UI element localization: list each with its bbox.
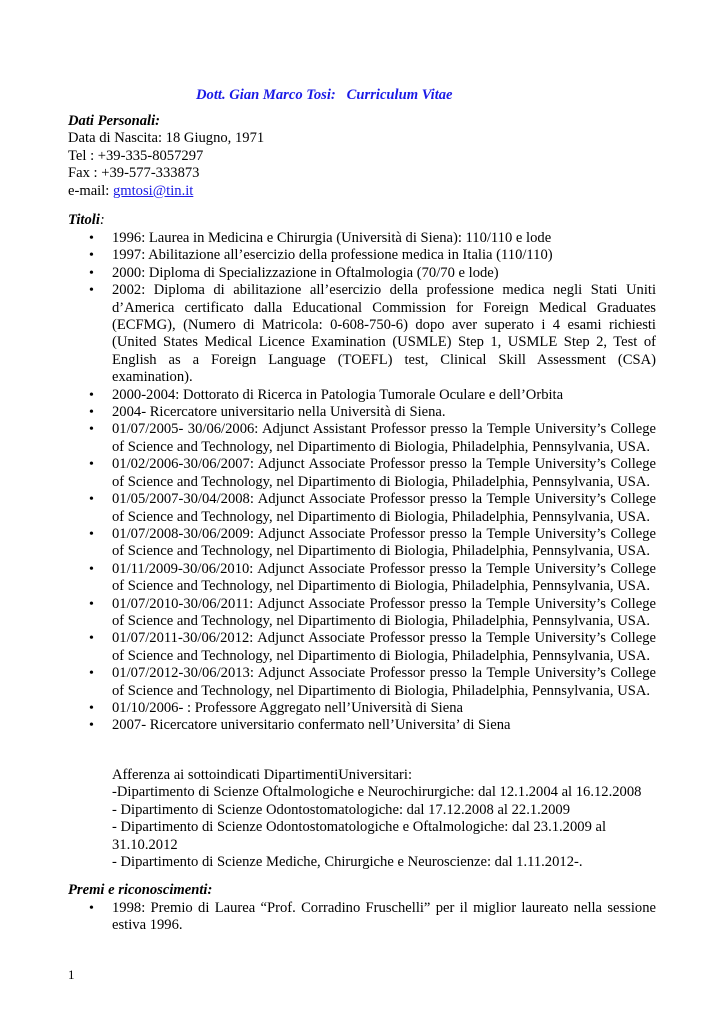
list-item-text: 01/02/2006-30/06/2007: Adjunct Associate Professor presso la Temple University’s College of Science and Technology, nel Dipartimento di Biologia, Philadelphia, Pennsylvania, USA. xyxy=(112,456,656,490)
list-item xyxy=(68,665,656,700)
fax: Fax : +39-577-333873 xyxy=(68,165,200,182)
email-link[interactable]: gmtosi@tin.it xyxy=(112,182,194,199)
birth-date: Data di Nascita: 18 Giugno, 1971 xyxy=(68,130,265,147)
list-item-text: 2002: Diploma di abilitazione all’esercizio della professione medica negli Stati Uniti d’America certificato dalla Educational Commission for Foreign Medical Graduates (ECFMG), (Numero di Matricola: 0-608-750-6) dopo aver superato i 4 esami richiesti (United States Medical Licence Examination (USMLE) Step 1, USMLE Step 2, Test of English as a Foreign Language (TOEFL) test, Clinical Skill Assessment (CSA) examination). xyxy=(112,282,656,386)
list-item-text: 01/07/2010-30/06/2011: Adjunct Associate Professor presso la Temple University’s College of Science and Technology, nel Dipartimento di Biologia, Philadelphia, Pennsylvania, USA. xyxy=(112,595,656,629)
list-item xyxy=(68,230,656,247)
list-item-text: 2000-2004: Dottorato di Ricerca in Patologia Tumorale Oculare e dell’Orbita xyxy=(112,386,564,403)
titles-heading-wrap xyxy=(68,212,656,229)
document-title: Dott. Gian Marco Tosi: Curriculum Vitae xyxy=(196,87,453,103)
email-line xyxy=(68,183,656,200)
bullet-icon: • xyxy=(89,666,94,682)
list-item-text: 2007- Ricercatore universitario confermato nell’Universita’ di Siena xyxy=(112,717,511,734)
affiliation-block xyxy=(112,767,657,871)
bullet-icon: • xyxy=(89,405,94,421)
bullet-icon: • xyxy=(89,231,94,246)
list-item xyxy=(68,561,656,596)
list-item-text: 01/11/2009-30/06/2010: Adjunct Associate Professor presso la Temple University’s College of Science and Technology, nel Dipartimento di Biologia, Philadelphia, Pennsylvania, USA. xyxy=(112,560,656,595)
list-item xyxy=(68,282,656,386)
affiliation-item: - Dipartimento di Scienze Odontostomatologiche e Oftalmologiche: dal 23.1.2009 al 31.10.2012 xyxy=(112,819,607,853)
titles-colon: : xyxy=(99,212,105,228)
list-item-text: 01/05/2007-30/04/2008: Adjunct Associate Professor presso la Temple University’s College of Science and Technology, nel Dipartimento di Biologia, Philadelphia, Pennsylvania, USA. xyxy=(112,491,656,525)
awards-heading: Premi e riconoscimenti: xyxy=(68,882,213,898)
affiliation-item: -Dipartimento di Scienze Oftalmologiche e Neurochirurgiche: dal 12.1.2004 al 16.12.2008 xyxy=(112,784,642,801)
list-item-text: 2000: Diploma di Specializzazione in Oftalmologia (70/70 e lode) xyxy=(112,264,499,281)
bullet-icon: • xyxy=(89,718,94,734)
bullet-icon: • xyxy=(89,700,94,716)
list-item-text: 01/10/2006- : Professore Aggregato nell’Università di Siena xyxy=(112,699,463,716)
list-item xyxy=(68,421,656,456)
affiliation-item: - Dipartimento di Scienze Odontostomatologiche: dal 17.12.2008 al 22.1.2009 xyxy=(112,801,571,818)
awards-heading-wrap xyxy=(68,882,656,899)
bullet-icon: • xyxy=(89,265,94,281)
bullet-icon: • xyxy=(89,248,94,264)
email-label: e-mail: xyxy=(68,182,113,199)
list-item-text: 1998: Premio di Laurea “Prof. Corradino Fruschelli” per il miglior laureato nella sessione estiva 1996. xyxy=(112,900,656,934)
list-item-text: 01/07/2005- 30/06/2006: Adjunct Assistant Professor presso la Temple University’s College of Science and Technology, nel Dipartimento di Biologia, Philadelphia, Pennsylvania, USA. xyxy=(112,421,656,455)
list-item xyxy=(68,404,656,421)
bullet-icon: • xyxy=(89,631,94,647)
bullet-icon: • xyxy=(89,526,94,542)
phone: Tel : +39-335-8057297 xyxy=(68,147,204,164)
titles-list xyxy=(68,230,656,735)
list-item xyxy=(68,526,656,561)
list-item xyxy=(68,491,656,526)
list-item-text: 01/07/2012-30/06/2013: Adjunct Associate Professor presso la Temple University’s College of Science and Technology, nel Dipartimento di Biologia, Philadelphia, Pennsylvania, USA. xyxy=(112,665,656,699)
list-item-text: 1996: Laurea in Medicina e Chirurgia (Università di Siena): 110/110 e lode xyxy=(112,230,552,246)
list-item xyxy=(68,700,656,717)
bullet-icon: • xyxy=(89,283,94,299)
list-item xyxy=(68,596,656,631)
titles-heading: Titoli xyxy=(68,212,100,228)
bullet-icon: • xyxy=(89,492,94,508)
list-item xyxy=(68,387,656,404)
list-item xyxy=(68,900,656,935)
personal-data-heading: Dati Personali: xyxy=(68,113,161,129)
list-item xyxy=(68,265,656,282)
personal-data-section xyxy=(68,113,656,200)
affiliation-item: - Dipartimento di Scienze Mediche, Chirurgiche e Neuroscienze: dal 1.11.2012-. xyxy=(112,854,583,871)
bullet-icon: • xyxy=(89,561,94,577)
list-item xyxy=(68,456,656,491)
bullet-icon: • xyxy=(89,596,94,612)
bullet-icon: • xyxy=(89,387,94,403)
list-item-text: 01/07/2008-30/06/2009: Adjunct Associate Professor presso la Temple University’s College of Science and Technology, nel Dipartimento di Biologia, Philadelphia, Pennsylvania, USA. xyxy=(112,525,656,560)
awards-list xyxy=(68,900,656,935)
affiliation-heading: Afferenza ai sottoindicati DipartimentiUniversitari: xyxy=(112,767,413,783)
list-item-text: 1997: Abilitazione all’esercizio della professione medica in Italia (110/110) xyxy=(112,247,553,264)
bullet-icon: • xyxy=(89,422,94,438)
list-item-text: 01/07/2011-30/06/2012: Adjunct Associate Professor presso la Temple University’s College of Science and Technology, nel Dipartimento di Biologia, Philadelphia, Pennsylvania, USA. xyxy=(112,630,656,664)
list-item xyxy=(68,717,656,734)
list-item xyxy=(68,630,656,665)
bullet-icon: • xyxy=(89,901,94,916)
bullet-icon: • xyxy=(89,457,94,473)
list-item-text: 2004- Ricercatore universitario nella Università di Siena. xyxy=(112,404,446,421)
list-item xyxy=(68,247,656,264)
page-number: 1 xyxy=(68,967,75,982)
